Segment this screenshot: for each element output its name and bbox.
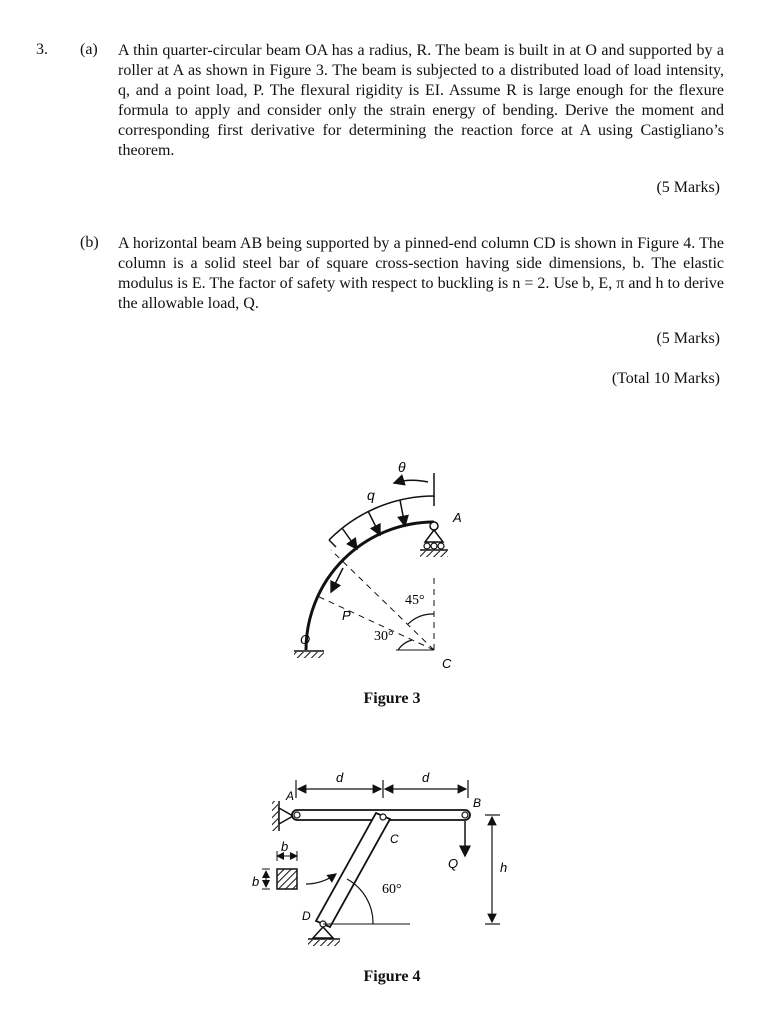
part-b-marks: (5 Marks) [656, 330, 720, 347]
dimension-h [485, 815, 500, 924]
figure-3-diagram [0, 455, 784, 680]
pin-support-D [308, 927, 340, 946]
Q-label: Q [448, 856, 459, 871]
roller-support-A [420, 522, 448, 557]
figure-3-caption: Figure 3 [363, 690, 421, 707]
O-label: O [300, 632, 311, 647]
question-number: 3. [36, 41, 48, 58]
part-a-label: (a) [80, 41, 98, 58]
angle-45-label: 45° [405, 593, 425, 608]
pin-C [380, 814, 386, 820]
angle-30-arc [398, 640, 412, 650]
B-label: B [473, 796, 482, 810]
wall-support-A [272, 801, 293, 831]
theta-arrow [394, 473, 434, 497]
angle-60-label: 60° [382, 882, 402, 897]
d1-label: d [336, 770, 344, 785]
angle-30-label: 30° [374, 629, 394, 644]
part-a-marks: (5 Marks) [656, 179, 720, 196]
total-marks: (Total 10 Marks) [611, 370, 720, 387]
D-label: D [302, 909, 311, 923]
b-top-label: b [281, 839, 289, 854]
dimension-d [296, 780, 468, 798]
pin-A [294, 812, 300, 818]
P-label: P [342, 608, 351, 623]
b-side-label: b [252, 874, 260, 889]
pin-B [462, 812, 468, 818]
part-a-text: A thin quarter-circular beam OA has a radius, R. The beam is built in at O and supported by a roller at A as shown in Figure 3. The beam is subjected to a distributed load of load intensity, q, and a point load, P. The flexural rigidity is EI. Assume R is large enough for the flexure formula to apply and consider only the strain energy of bending. Derive the moment and corresponding first derivative for determining the reaction force at A using Castigliano’s theorem. [118, 42, 724, 159]
A-label: A [286, 789, 295, 803]
part-b-text: A horizontal beam AB being supported by a pinned-end column CD is shown in Figure 4. The column is a solid steel bar of square cross-section having side dimensions, b. The elastic modulus is E. The factor of safety with respect to buckling is n = 2. Use b, E, π and h to derive the allowable load, Q. [118, 235, 724, 312]
column-CD [316, 813, 390, 927]
figure-4-diagram [0, 760, 784, 960]
figure-4-caption: Figure 4 [363, 968, 421, 985]
d2-label: d [422, 770, 430, 785]
A-label: A [453, 510, 462, 525]
cross-section-square [262, 851, 336, 889]
C-label: C [442, 656, 452, 671]
fixed-support-O [294, 651, 324, 658]
angle-45-arc [408, 614, 434, 624]
h-label: h [500, 860, 508, 875]
part-b-label: (b) [80, 234, 99, 251]
C-label: C [390, 832, 399, 846]
theta-label: θ [398, 459, 406, 475]
q-label: q [367, 487, 375, 503]
